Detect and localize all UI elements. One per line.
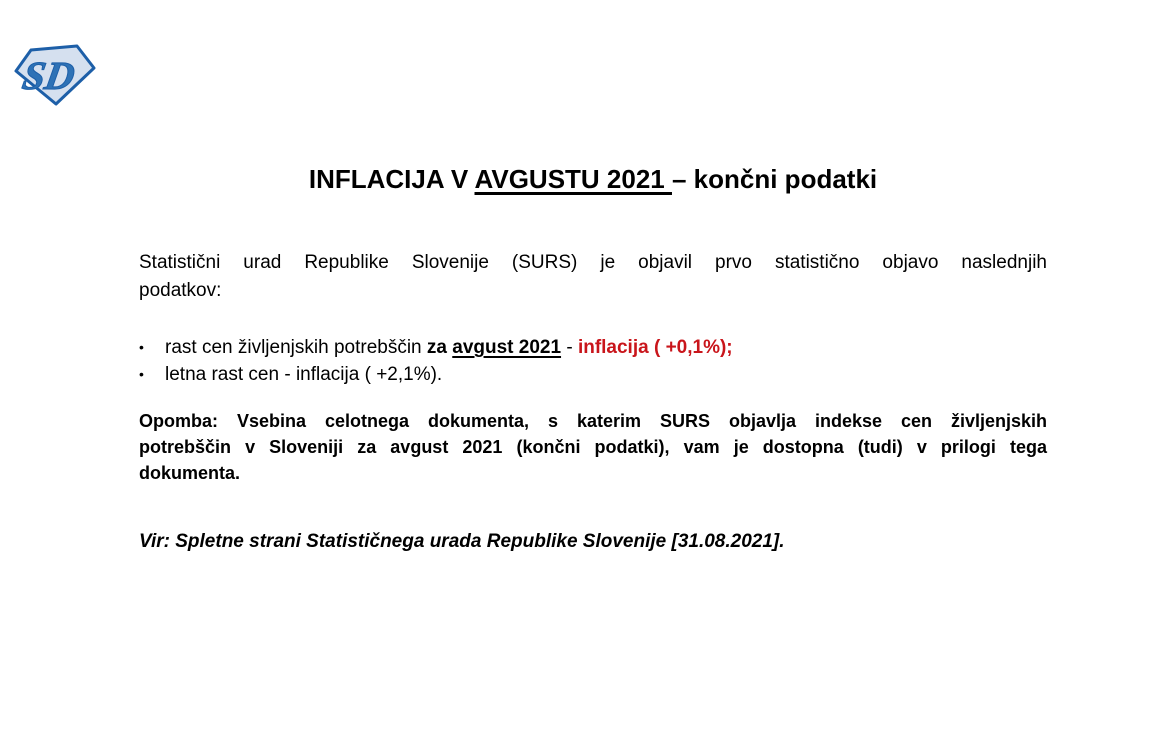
- intro-line-2: podatkov:: [139, 280, 222, 301]
- logo-letters: SD: [19, 53, 79, 98]
- title-suffix: – končni podatki: [671, 164, 878, 194]
- note-line-2: potrebščin v Sloveniji za avgust 2021 (končni podatki), vam je dostopna (tudi) v prilogi tega: [139, 437, 1047, 457]
- intro-paragraph: [139, 249, 1047, 305]
- bullet1-separator: -: [561, 337, 578, 358]
- sd-logo: [13, 43, 97, 107]
- bullet-icon: •: [139, 366, 144, 382]
- bullet-icon: •: [139, 339, 144, 355]
- bullet-list: [139, 334, 1047, 388]
- intro-line-1: Statistični urad Republike Slovenije (SURS) je objavil prvo statistično objavo naslednjih: [139, 252, 1047, 273]
- list-item: [139, 334, 1047, 361]
- source-line: Vir: Spletne strani Statističnega urada Republike Slovenije [31.08.2021].: [139, 531, 785, 552]
- bullet-item-2-text: letna rast cen - inflacija ( +2,1%).: [165, 364, 443, 385]
- document-content: [139, 0, 1047, 743]
- list-item: [139, 361, 1047, 388]
- note-paragraph: [139, 408, 1047, 486]
- bullet1-regular: rast cen življenjskih potrebščin: [165, 337, 427, 358]
- title-prefix: INFLACIJA V: [308, 164, 475, 194]
- note-line-1: Opomba: Vsebina celotnega dokumenta, s katerim SURS objavlja indekse cen življenjskih: [139, 411, 1047, 431]
- title-underlined-date: AVGUSTU 2021: [474, 164, 672, 194]
- note-line-3: dokumenta.: [139, 463, 241, 483]
- bullet-item-1-text: [165, 334, 1047, 361]
- page-title: [139, 162, 1047, 196]
- bullet1-underlined-date: avgust 2021: [452, 337, 562, 358]
- bullet1-bold: za: [426, 337, 453, 358]
- bullet1-inflation-highlight: inflacija ( +0,1%);: [577, 337, 733, 358]
